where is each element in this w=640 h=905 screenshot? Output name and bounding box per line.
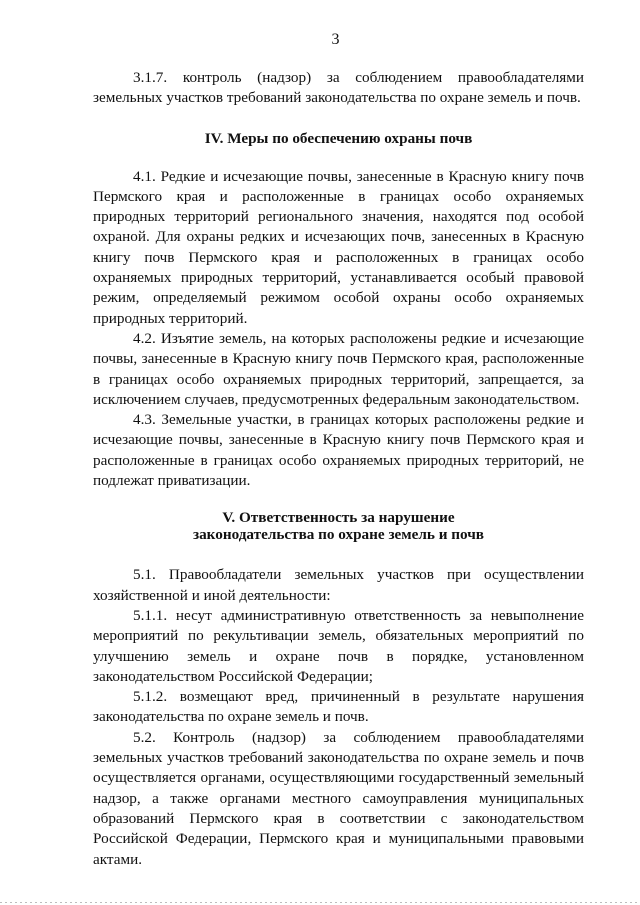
paragraph-4-3: 4.3. Земельные участки, в границах которых расположены редкие и исчезающие почвы, занесенные в Красную книгу почв Пермского края и расположенные в границах особо охраняемых природных территорий, не подлежат приватизации. <box>93 411 584 490</box>
section-5-heading <box>93 509 584 543</box>
paragraph-3-1-7: 3.1.7. контроль (надзор) за соблюдением правообладателями земельных участков требований законодательства по охране земель и почв. <box>93 69 584 107</box>
scan-edge-line <box>0 902 640 903</box>
page-number: 3 <box>331 31 340 48</box>
section-5-heading-line1: V. Ответственность за нарушение <box>222 509 455 527</box>
paragraph-5-1: 5.1. Правообладатели земельных участков при осуществлении хозяйственной и иной деятельности: <box>93 566 584 604</box>
paragraph-5-2: 5.2. Контроль (надзор) за соблюдением правообладателями земельных участков требований законодательства по охране земель и почв осуществляется органами, осуществляющими государственный земельный надзор, а также органами местного самоуправления муниципальных образований Пермского края в соответствии с законодательством Российской Федерации, Пермского края и муниципальными правовыми актами. <box>93 728 584 868</box>
paragraph-5-1-1: 5.1.1. несут административную ответственность за невыполнение мероприятий по рекультивации земель, обязательных мероприятий по улучшению земель и охране почв в порядке, установленном законодательством Российской Федерации; <box>93 606 584 685</box>
spacer <box>93 109 584 130</box>
paragraph-4-2: 4.2. Изъятие земель, на которых расположены редкие и исчезающие почвы, занесенные в Красную книгу почв Пермского края, расположенные в границах особо охраняемых природных территорий, запрещается, за исключением случаев, предусмотренных федеральным законодательством. <box>93 329 584 408</box>
section-5-heading-line2: законодательства по охране земель и почв <box>192 526 484 544</box>
document-page <box>93 30 584 870</box>
spacer <box>93 147 584 167</box>
paragraph-4-1: 4.1. Редкие и исчезающие почвы, занесенные в Красную книгу почв Пермского края и расположенные в границах особо охраняемых природных территорий регионального значения, находятся под особой охраной. Для охраны редких и исчезающих почв, занесенных в Красную книгу почв Пермского края и расположенных в границах особо охраняемых природных территорий, устанавливается особый правовой режим, определяемый режимом особой охраны особо охраняемых природных территорий. <box>93 167 584 327</box>
paragraph-5-1-2: 5.1.2. возмещают вред, причиненный в результате нарушения законодательства по охране земель и почв. <box>93 688 584 726</box>
spacer <box>93 543 584 565</box>
section-4-heading: IV. Меры по обеспечению охраны почв <box>204 129 473 147</box>
spacer <box>93 491 584 509</box>
